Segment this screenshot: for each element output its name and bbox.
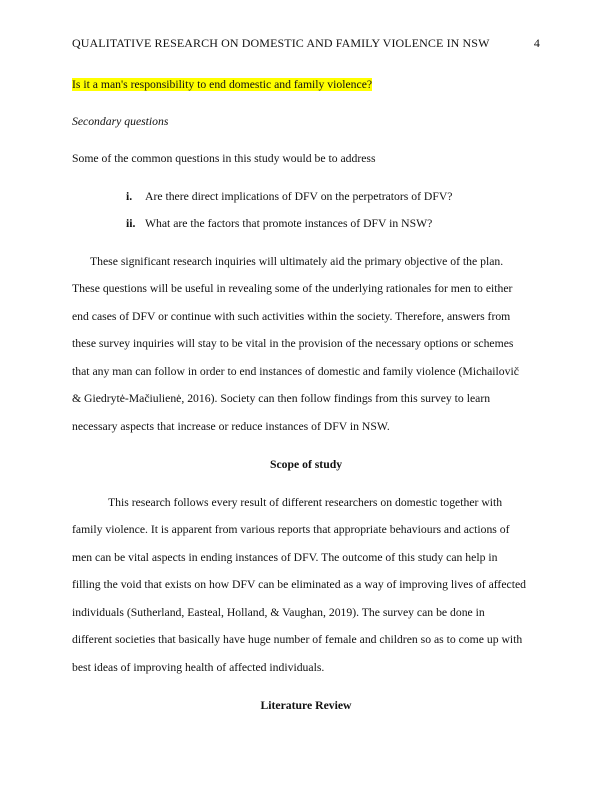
paragraph-line: filling the void that exists on how DFV can be eliminated as a way of improving lives of affected xyxy=(72,578,526,591)
paragraph-line: best ideas of improving health of affected individuals. xyxy=(72,661,325,674)
paragraph-line: This research follows every result of different researchers on domestic together with xyxy=(108,496,503,509)
paragraph-line: These significant research inquiries will ultimately aid the primary objective of the plan. xyxy=(90,255,504,268)
paragraph-line: These questions will be useful in revealing some of the underlying rationales for men to either xyxy=(72,282,513,295)
list-item-text: What are the factors that promote instances of DFV in NSW? xyxy=(145,217,433,230)
list-item xyxy=(126,190,452,203)
running-head-title: QUALITATIVE RESEARCH ON DOMESTIC AND FAMILY VIOLENCE IN NSW xyxy=(72,36,490,50)
scope-heading: Scope of study xyxy=(269,458,343,471)
research-question xyxy=(72,78,372,91)
highlighted-question: Is it a man's responsibility to end domestic and family violence? xyxy=(72,78,373,91)
paragraph-line: family violence. It is apparent from various reports that appropriate behaviours and actions of xyxy=(72,523,510,536)
list-item xyxy=(126,217,432,230)
paragraph-line: these survey inquiries will stay to be vital in the provision of the necessary options or schemes xyxy=(72,337,514,350)
paragraph-line: individuals (Sutherland, Easteal, Holland, & Vaughan, 2019). The survey can be done in xyxy=(72,606,485,619)
page-number: 4 xyxy=(533,36,540,50)
paragraph-line: end cases of DFV or continue with such activities within the society. Therefore, answers from xyxy=(72,310,511,323)
paragraph-line: & Giedrytė-Mačiulienė, 2016). Society can then follow findings from this survey to learn xyxy=(72,392,491,405)
list-marker: i. xyxy=(126,190,133,203)
paragraph-line: that any man can follow in order to end instances of domestic and family violence (Michailovič xyxy=(72,365,519,378)
secondary-questions-heading: Secondary questions xyxy=(72,115,169,128)
list-marker: ii. xyxy=(126,217,136,230)
paragraph-line: different societies that basically have huge number of female and children so as to come up with xyxy=(72,633,523,646)
literature-review-heading: Literature Review xyxy=(260,699,352,712)
running-head xyxy=(72,36,540,51)
list-item-text: Are there direct implications of DFV on the perpetrators of DFV? xyxy=(145,190,453,203)
paragraph-line: men can be vital aspects in ending instances of DFV. The outcome of this study can help in xyxy=(72,551,498,564)
intro-sentence: Some of the common questions in this study would be to address xyxy=(72,152,376,165)
paragraph-line: necessary aspects that increase or reduce instances of DFV in NSW. xyxy=(72,420,390,433)
